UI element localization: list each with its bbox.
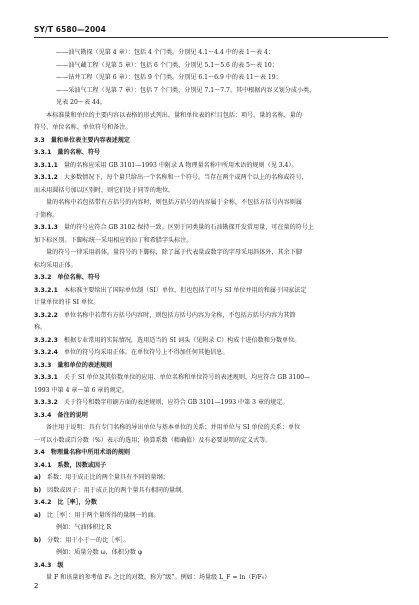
text-line	[34, 435, 390, 448]
standard-code-header: SY/T 6580—2004	[34, 25, 106, 34]
line-text: 因数或因子：用于成正比的两个量具有相同的量纲。	[47, 486, 188, 494]
clause-number: 3.4.2	[34, 499, 52, 506]
line-text: 系数：用于成正比的两个量具有不同的量纲；	[46, 474, 169, 481]
text-line	[34, 385, 390, 398]
text-line	[34, 322, 390, 335]
line-text: 而未用圆括号加以区别时，则它们处于同等的地位。	[34, 186, 175, 194]
line-text: 备注的说明	[57, 411, 88, 419]
line-text: 量的符号一律采用斜体。量符号的下脚标，除了属于代表量或数字的字母采用斜体外，其余下脚	[46, 249, 302, 256]
section-heading	[34, 360, 390, 373]
text-line	[34, 285, 390, 298]
clause-number: 3.3.4	[34, 411, 52, 419]
line-text: 系数，因数或因子	[57, 461, 107, 469]
text-line	[34, 185, 390, 198]
line-text: 物理量名称中所用术语的规则	[50, 449, 131, 456]
clause-number: b)	[34, 486, 42, 494]
text-line	[34, 97, 390, 110]
line-text: 比［率］，分数	[57, 499, 97, 506]
line-text: 单位的符号均采用正体。在单位符号上不得加任何其他信息。	[63, 349, 229, 356]
clause-number: a)	[34, 511, 41, 519]
clause-number: 3.3.2.3	[34, 336, 58, 344]
line-text: 大多数情况下，每个量只给出一个名称和一个符号。当存在两个或两个以上的名称或符号，	[63, 174, 308, 181]
text-line	[34, 547, 390, 560]
header-rule	[34, 37, 388, 38]
section-heading	[34, 410, 390, 423]
line-text: 量的名称应采用 GB 3101—1993 中附录 A 物理量名称中所用术语的规则（见 3.4）。	[63, 161, 298, 169]
section-heading	[34, 135, 390, 148]
line-text: 关于 SI 单位及其倍数单位的应用、单位名称和单位符号的表述规则，均应符合 GB 3100—	[63, 374, 311, 381]
text-line	[34, 47, 390, 60]
line-text: 称。	[34, 324, 47, 331]
line-text: 符号、单位名称、单位符号和备注。	[34, 124, 132, 131]
text-line	[34, 310, 390, 323]
text-line	[34, 110, 390, 123]
line-text: 一可以小数或百分数（%）表示的选用；换算系数（精确值）及有必要说明的定义式等。	[34, 436, 272, 444]
line-text: 单位名称中若带有方括号内容时，则包括方括号内容为全称，不包括方括号内容为其简	[63, 311, 296, 319]
clause-number: 3.3.3	[34, 361, 52, 369]
line-text: ——油气勘探（见第 4 章）：包括 4 个门类，分别见 4.1～4.4 中的表 1～表 4；	[56, 49, 274, 56]
text-line	[34, 60, 390, 73]
line-text: 单位名称、符号	[57, 274, 101, 281]
text-line	[34, 335, 390, 348]
section-heading	[34, 272, 390, 285]
line-text: ——钻井工程（见第 6 章）：包括 9 个门类，分别见 6.1～6.9 中的表 11～表 19；	[56, 74, 282, 81]
text-line	[34, 260, 390, 273]
text-line	[34, 422, 390, 435]
line-text: 1993 中第 4 章～第 6 章的规定。	[34, 386, 128, 394]
line-text: 关于符号和数字印刷方面的表述规则，应符合 GB 3101—1993 中第 3 章的规定。	[63, 399, 289, 406]
clause-number: 3.3.2	[34, 274, 52, 281]
text-line	[34, 122, 390, 135]
clause-number: 3.3.1.1	[34, 161, 58, 169]
text-line	[34, 247, 390, 260]
text-line	[34, 235, 390, 248]
clause-number: a)	[34, 474, 41, 481]
line-text: 例如：质量分数 ω，体积分数 φ	[56, 549, 143, 556]
line-text: 标均采用正体。	[34, 261, 77, 269]
section-heading	[34, 497, 390, 510]
text-line	[34, 347, 390, 360]
line-text: 本标准量和单位的主要内容以表格的形式列出。量和单位表的栏目包括：项号、量的名称、量的	[46, 111, 302, 119]
text-line	[34, 472, 390, 485]
line-text: 于简称。	[34, 211, 59, 219]
clause-number: 3.3.3.1	[34, 374, 58, 381]
text-line	[34, 372, 390, 385]
text-line	[34, 172, 390, 185]
line-text: 加下标区别。下脚标统一采用相应的拉丁和希腊字头标注。	[34, 236, 193, 244]
line-text: 备注用于说明：具有专门名称的导出单位与基本单位的关系；并用单位与 SI 单位的关系；单位	[46, 424, 301, 431]
text-line	[34, 297, 390, 310]
clause-number: 3.4.3	[34, 561, 52, 569]
page-number: 2	[34, 582, 39, 590]
clause-number: 3.3.1	[34, 149, 52, 156]
line-text: 计量单位的非 SI 单位。	[34, 299, 100, 306]
clause-number: 3.3	[34, 136, 45, 144]
section-heading	[34, 560, 390, 573]
text-line	[34, 522, 390, 535]
section-heading	[34, 460, 390, 473]
line-text: ——采油气工程（见第 7 章）：包括 7 个门类，分别见 7.1～7.7。其中根据内容又划分成小类，	[56, 86, 316, 94]
section-heading	[34, 447, 390, 460]
line-text: 根据专业常用的实际情况，选用适当的 SI 词头（见附录 C）构成十进倍数和分数单位。	[63, 336, 301, 344]
line-text: 比［率］：用于两个量所得的量纲一的商。	[46, 511, 160, 519]
line-text: ——油气藏工程（见第 5 章）：包括 6 个门类，分别见 5.1～5.6 的表 5～表 10；	[56, 61, 278, 69]
line-text: 例如：气油体积比 R	[56, 524, 112, 531]
document-body	[34, 47, 390, 585]
text-line	[34, 85, 390, 98]
clause-number: b)	[34, 536, 42, 544]
text-line	[34, 510, 390, 523]
line-text: 本标准主要给出了国际单位制（SI）单位，但也包括了可与 SI 单位并用的和属于国家法定	[63, 286, 307, 294]
line-text: 量的名称、符号	[57, 149, 101, 156]
clause-number: 3.3.1.2	[34, 174, 58, 181]
line-text: 量和单位的表述规则	[57, 361, 113, 369]
clause-number: 3.3.1.3	[34, 224, 58, 231]
text-line	[34, 572, 390, 585]
text-line	[34, 160, 390, 173]
line-text: 量和单位表主要内容表述规定	[50, 136, 131, 144]
text-line	[34, 535, 390, 548]
clause-number: 3.4	[34, 449, 45, 456]
clause-number: 3.3.2.2	[34, 311, 58, 319]
line-text: 分数：用于小于一的比［率］。	[47, 536, 130, 544]
line-text: 见表 20～表 44。	[56, 99, 106, 106]
clause-number: 3.3.2.1	[34, 286, 58, 294]
text-line	[34, 210, 390, 223]
text-line	[34, 222, 390, 235]
line-text: 量的符号应符合 GB 3102 保持一致。区别于同类量的石油勘探开发常用量，可在量的符号上	[63, 224, 314, 231]
clause-number: 3.4.1	[34, 461, 52, 469]
text-line	[34, 197, 390, 210]
text-line	[34, 397, 390, 410]
clause-number: 3.3.3.2	[34, 399, 58, 406]
clause-number: 3.3.2.4	[34, 349, 58, 356]
section-heading	[34, 147, 390, 160]
line-text: 量 F 和该量的参考值 F₀ 之比的对数。称为“级”。例如：场量级 L_F = ln（F/F₀）	[46, 574, 271, 581]
line-text: 量的名称中若包括带有方括号的内容时，则包括方括号的内容属于全称，不包括方括号内容则属	[46, 199, 302, 206]
text-line	[34, 485, 390, 498]
text-line	[34, 72, 390, 85]
line-text: 级	[57, 561, 64, 569]
